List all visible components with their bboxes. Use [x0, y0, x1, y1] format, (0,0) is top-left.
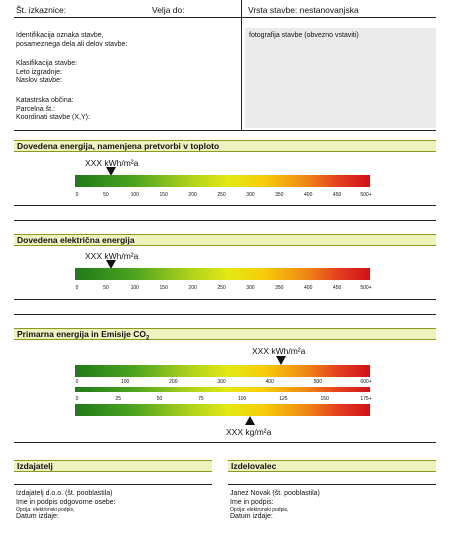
- electric-tick-label: 200: [188, 285, 197, 291]
- electric-tick-label: 350: [275, 285, 284, 291]
- electric-tick-label: 400: [304, 285, 313, 291]
- author-title: Izdelovalec: [231, 461, 277, 471]
- electric-tick-label: 0: [75, 285, 79, 291]
- section-primary-energy-title: Primarna energija in Emisije $CO_2$: [17, 329, 150, 342]
- co2-tick-label: 100: [237, 396, 247, 402]
- electric-tick-label: 100: [130, 285, 139, 291]
- footer-divider-right: [228, 484, 436, 485]
- heat-tick-label: 250: [217, 192, 226, 198]
- primary-tick-label: 600+: [360, 379, 372, 385]
- cadastre-block: Katastrska občina: Parcelna št.: Koordinati stavbe (X,Y):: [16, 97, 90, 121]
- issuer-title: Izdajatelj: [17, 461, 53, 471]
- heat-tick-label: 300: [246, 192, 255, 198]
- primary-tick-label: 200: [169, 379, 178, 385]
- certificate-number-label: Št. izkaznice:: [16, 5, 67, 15]
- co2-tick-label: 150: [320, 396, 329, 402]
- heat-tick-label: 450: [332, 192, 342, 198]
- info-bottom-divider: [14, 130, 436, 131]
- electric-divider-1: [14, 299, 436, 300]
- section-heat-energy-title: Dovedena energija, namenjena pretvorbi v toploto: [17, 141, 220, 151]
- electric-tick-label: 300: [246, 285, 255, 291]
- electric-tick-label: 500+: [360, 285, 372, 291]
- heat-tick-label: 500+: [360, 192, 372, 198]
- valid-to-label: Velja do:: [152, 5, 185, 15]
- section-heat-energy: [14, 140, 436, 152]
- section-electric-energy: [14, 234, 436, 246]
- building-id-label: Identifikacija oznaka stavbe, posameznega dela ali delov stavbe:: [16, 32, 128, 48]
- heat-divider-1: [14, 205, 436, 206]
- electric-tick-label: 250: [217, 285, 226, 291]
- electric-tick-label: 50: [103, 285, 109, 291]
- primary-tick-label: 500: [313, 379, 322, 385]
- electric-tick-label: 450: [332, 285, 342, 291]
- heat-tick-label: 0: [75, 192, 79, 198]
- co2-scale-thin-bar: [75, 387, 370, 392]
- co2-tick-label: 175+: [360, 396, 372, 402]
- co2-indicator-label: XXX kg/m²a: [226, 427, 272, 437]
- issuer-block: Izdajatelj d.o.o. (št. pooblastila) Ime in podpis odgovorne osebe: Opcija: elektronski podpis, Datum izdaje:: [16, 490, 116, 520]
- co2-tick-label: 50: [156, 396, 163, 402]
- co2-scale-bar: [75, 404, 370, 416]
- section-primary-energy: [14, 328, 436, 340]
- building-type-label: Vrsta stavbe: nestanovanjska: [248, 5, 359, 15]
- heat-tick-label: 200: [188, 192, 197, 198]
- primary-divider-1: [14, 442, 436, 443]
- co2-tick-label: 0: [75, 396, 79, 402]
- issuer-header: [14, 460, 212, 472]
- building-photo-placeholder: [245, 28, 436, 128]
- heat-tick-label: 350: [275, 192, 284, 198]
- footer-divider-left: [14, 484, 212, 485]
- section-electric-energy-title: Dovedena električna energija: [17, 235, 135, 245]
- electric-tick-label: 150: [159, 285, 168, 291]
- primary-indicator-arrow: [276, 356, 286, 365]
- header-divider: [14, 17, 436, 18]
- co2-tick-label: 125: [279, 396, 288, 402]
- electric-indicator-label: XXX kWh/m²a: [85, 251, 139, 261]
- electric-scale-bar: [75, 268, 370, 280]
- primary-tick-label: 300: [217, 379, 226, 385]
- co2-indicator-arrow: [245, 416, 255, 425]
- primary-tick-label: 100: [120, 379, 130, 385]
- header-column-divider: [241, 0, 242, 130]
- building-classification-block: Klasifikacija stavbe: Leto izgradnje: Naslov stavbe:: [16, 60, 78, 84]
- co2-tick-label: 75: [198, 396, 204, 402]
- heat-tick-label: 50: [103, 192, 109, 198]
- electric-divider-2: [14, 314, 436, 315]
- heat-tick-label: 150: [159, 192, 168, 198]
- primary-scale-bar: [75, 365, 370, 377]
- heat-divider-2: [14, 220, 436, 221]
- photo-note: fotografija stavbe (obvezno vstaviti): [249, 32, 359, 39]
- primary-tick-label: 400: [265, 379, 274, 385]
- author-block: Janez Novak (št. pooblastila) Ime in podpis: Opcija: elektronski podpis, Datum izdaje:: [230, 490, 320, 520]
- co2-tick-label: 25: [115, 396, 122, 402]
- heat-tick-label: 100: [130, 192, 139, 198]
- heat-indicator-label: XXX kWh/m²a: [85, 158, 139, 168]
- author-header: [228, 460, 436, 472]
- primary-tick-label: 0: [75, 379, 79, 385]
- heat-scale-bar: [75, 175, 370, 187]
- primary-indicator-label: XXX kWh/m²a: [252, 346, 306, 356]
- heat-tick-label: 400: [304, 192, 313, 198]
